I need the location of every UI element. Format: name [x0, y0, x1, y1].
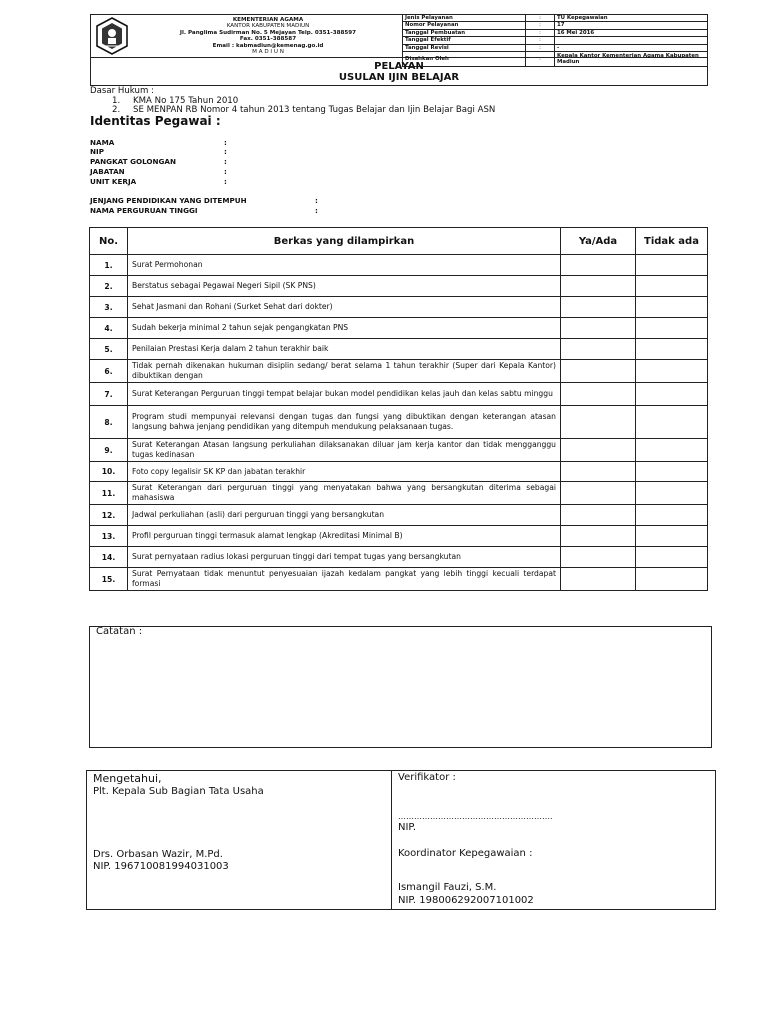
row-number: 14.	[90, 547, 128, 568]
law-text: SE MENPAN RB Nomor 4 tahun 2013 tentang Tugas Belajar dan Ijin Belajar Bagi ASN	[133, 105, 496, 115]
row-text: Tidak pernah dikenakan hukuman disiplin sedang/ berat selama 1 tahun terakhir (Super dari Kepala Kantor) dibuktikan dengan	[128, 360, 561, 383]
meta-colon: :	[526, 29, 555, 36]
org-line: Fax. 0351-388587	[239, 36, 297, 43]
identitas-heading: Identitas Pegawai :	[90, 114, 221, 128]
ya-cell[interactable]	[561, 547, 636, 568]
meta-colon: :	[526, 52, 555, 67]
tidak-cell[interactable]	[636, 339, 708, 360]
row-number: 13.	[90, 526, 128, 547]
tidak-cell[interactable]	[636, 547, 708, 568]
kemenag-logo-icon	[94, 16, 130, 56]
org-line: KEMENTERIAN AGAMA	[232, 17, 304, 23]
row-number: 10.	[90, 462, 128, 482]
meta-key: Nomor Pelayanan	[403, 22, 526, 29]
row-text: Profil perguruan tinggi termasuk alamat lengkap (Akreditasi Minimal B)	[128, 526, 561, 547]
tidak-cell[interactable]	[636, 297, 708, 318]
field-colon: :	[224, 147, 227, 156]
signature-line: ………………………………………………….	[398, 812, 553, 821]
tidak-cell[interactable]	[636, 482, 708, 505]
org-line: KANTOR KABUPATEN MADIUN	[226, 23, 310, 30]
col-header-no: No.	[90, 228, 128, 255]
row-number: 12.	[90, 505, 128, 526]
row-text: Penilaian Prestasi Kerja dalam 2 tahun terakhir baik	[128, 339, 561, 360]
row-number: 5.	[90, 339, 128, 360]
ya-cell[interactable]	[561, 482, 636, 505]
table-row	[90, 360, 708, 383]
table-row	[90, 505, 708, 526]
row-text: Sudah bekerja minimal 2 tahun sejak pengangkatan PNS	[128, 318, 561, 339]
meta-value: 16 Mei 2016	[555, 29, 708, 36]
ya-cell[interactable]	[561, 383, 636, 406]
koordinator-nip: NIP. 198006292007101002	[398, 895, 534, 906]
row-text: Surat Keterangan dari perguruan tinggi yang menyatakan bahwa yang bersangkutan diterima sebagai mahasiswa	[128, 482, 561, 505]
field-colon: :	[315, 196, 318, 205]
meta-colon: :	[526, 22, 555, 29]
signer-nip: NIP. 196710081994031003	[93, 861, 229, 872]
law-number: 1.	[112, 96, 121, 106]
ya-cell[interactable]	[561, 297, 636, 318]
field-label: NAMA PERGURUAN TINGGI	[90, 206, 198, 215]
table-row	[90, 526, 708, 547]
row-text: Surat Keterangan Perguruan tinggi tempat belajar bukan model pendidikan kelas jauh dan kelas sabtu minggu	[128, 383, 561, 406]
ya-cell[interactable]	[561, 406, 636, 439]
field-label: JENJANG PENDIDIKAN YANG DITEMPUH	[90, 196, 247, 205]
row-text: Foto copy legalisir SK KP dan jabatan terakhir	[128, 462, 561, 482]
verifikator-label: Verifikator :	[398, 772, 456, 783]
col-header-ya: Ya/Ada	[561, 228, 636, 255]
ya-cell[interactable]	[561, 339, 636, 360]
table-row	[90, 297, 708, 318]
mengetahui-label: Mengetahui,	[93, 772, 162, 785]
table-row	[90, 318, 708, 339]
table-row	[90, 482, 708, 505]
meta-value: 17	[555, 22, 708, 29]
meta-key: Tanggal Efektif	[403, 37, 526, 44]
row-text: Surat pernyataan radius lokasi perguruan tinggi dari tempat tugas yang bersangkutan	[128, 547, 561, 568]
tidak-cell[interactable]	[636, 276, 708, 297]
row-number: 6.	[90, 360, 128, 383]
meta-value	[555, 37, 708, 44]
org-line: Email : kabmadiun@kemenag.go.id	[212, 42, 324, 49]
meta-value: Kepala Kantor Kementerian Agama Kabupaten Madiun	[555, 52, 708, 67]
law-text: KMA No 175 Tahun 2010	[133, 96, 239, 106]
koordinator-label: Koordinator Kepegawaian :	[398, 848, 533, 859]
org-line: M A D I U N	[252, 49, 284, 56]
field-colon: :	[224, 167, 227, 176]
ya-cell[interactable]	[561, 568, 636, 591]
tidak-cell[interactable]	[636, 383, 708, 406]
meta-key: Tanggal Revisi	[403, 44, 526, 51]
meta-colon: :	[526, 15, 555, 22]
row-text: Berstatus sebagai Pegawai Negeri Sipil (SK PNS)	[128, 276, 561, 297]
row-text: Sehat Jasmani dan Rohani (Surket Sehat dari dokter)	[128, 297, 561, 318]
ya-cell[interactable]	[561, 255, 636, 276]
ya-cell[interactable]	[561, 462, 636, 482]
row-number: 4.	[90, 318, 128, 339]
table-row	[90, 439, 708, 462]
table-row	[90, 339, 708, 360]
tidak-cell[interactable]	[636, 360, 708, 383]
signer-name: Drs. Orbasan Wazir, M.Pd.	[93, 849, 223, 860]
row-text: Surat Permohonan	[128, 255, 561, 276]
tidak-cell[interactable]	[636, 439, 708, 462]
koordinator-name: Ismangil Fauzi, S.M.	[398, 882, 497, 893]
field-label: UNIT KERJA	[90, 177, 137, 186]
tidak-cell[interactable]	[636, 505, 708, 526]
ya-cell[interactable]	[561, 276, 636, 297]
row-number: 3.	[90, 297, 128, 318]
signature-divider	[391, 770, 392, 910]
field-colon: :	[224, 138, 227, 147]
row-text: Jadwal perkuliahan (asli) dari perguruan tinggi yang bersangkutan	[128, 505, 561, 526]
org-line: Jl. Panglima Sudirman No. 5 Mejayan Telp. 0351-388597	[179, 29, 357, 36]
field-label: PANGKAT GOLONGAN	[90, 157, 176, 166]
meta-colon: :	[526, 37, 555, 44]
berkas-table	[89, 227, 708, 591]
field-colon: :	[224, 157, 227, 166]
row-text: Surat Pernyataan tidak menuntut penyesuaian ijazah kedalam pangkat yang lebih tinggi kecuali terdapat formasi	[128, 568, 561, 591]
organization-block	[132, 17, 404, 55]
row-text: Program studi mempunyai relevansi dengan tugas dan fungsi yang dibuktikan dengan keterangan atasan langsung bahwa jenjang pendidikan yang ditempuh mendukung pelaksanaan tugas.	[128, 406, 561, 439]
row-number: 9.	[90, 439, 128, 462]
dasar-hukum-label: Dasar Hukum :	[90, 86, 154, 96]
table-row	[90, 462, 708, 482]
field-label: JABATAN	[90, 167, 125, 176]
table-row	[90, 547, 708, 568]
ya-cell[interactable]	[561, 505, 636, 526]
row-text: Surat Keterangan Atasan langsung perkuliahan dilaksanakan diluar jam kerja kantor dan tidak mengganggu tugas kedinasan	[128, 439, 561, 462]
table-row	[90, 406, 708, 439]
verifikator-nip-label: NIP.	[398, 822, 417, 833]
tidak-cell[interactable]	[636, 462, 708, 482]
ya-cell[interactable]	[561, 439, 636, 462]
table-row	[90, 255, 708, 276]
tidak-cell[interactable]	[636, 568, 708, 591]
title-line: USULAN IJIN BELAJAR	[338, 72, 460, 83]
field-label: NAMA	[90, 138, 115, 147]
meta-value: -	[555, 44, 708, 51]
col-header-berkas: Berkas yang dilampirkan	[128, 228, 561, 255]
tidak-cell[interactable]	[636, 526, 708, 547]
meta-value: TU Kepegawaian	[555, 15, 708, 22]
tidak-cell[interactable]	[636, 406, 708, 439]
meta-colon: :	[526, 44, 555, 51]
table-row	[90, 383, 708, 406]
row-number: 8.	[90, 406, 128, 439]
meta-key: Tanggal Pembuatan	[403, 29, 526, 36]
table-row	[90, 568, 708, 591]
ya-cell[interactable]	[561, 360, 636, 383]
meta-key: Jenis Pelayanan	[403, 15, 526, 22]
row-number: 1.	[90, 255, 128, 276]
document-title	[90, 58, 708, 86]
catatan-label: Catatan :	[96, 626, 143, 637]
tidak-cell[interactable]	[636, 255, 708, 276]
catatan-box[interactable]	[89, 626, 712, 748]
law-number: 2.	[112, 105, 121, 115]
row-number: 15.	[90, 568, 128, 591]
field-colon: :	[224, 177, 227, 186]
ya-cell[interactable]	[561, 526, 636, 547]
title-line: PELAYAN	[374, 61, 424, 72]
ya-cell[interactable]	[561, 318, 636, 339]
row-number: 7.	[90, 383, 128, 406]
row-number: 11.	[90, 482, 128, 505]
table-row	[90, 276, 708, 297]
tidak-cell[interactable]	[636, 318, 708, 339]
signer-position: Plt. Kepala Sub Bagian Tata Usaha	[93, 786, 264, 797]
meta-key: Disahkan Oleh	[403, 52, 526, 67]
col-header-tidak: Tidak ada	[636, 228, 708, 255]
field-colon: :	[315, 206, 318, 215]
row-number: 2.	[90, 276, 128, 297]
field-label: NIP	[90, 147, 104, 156]
